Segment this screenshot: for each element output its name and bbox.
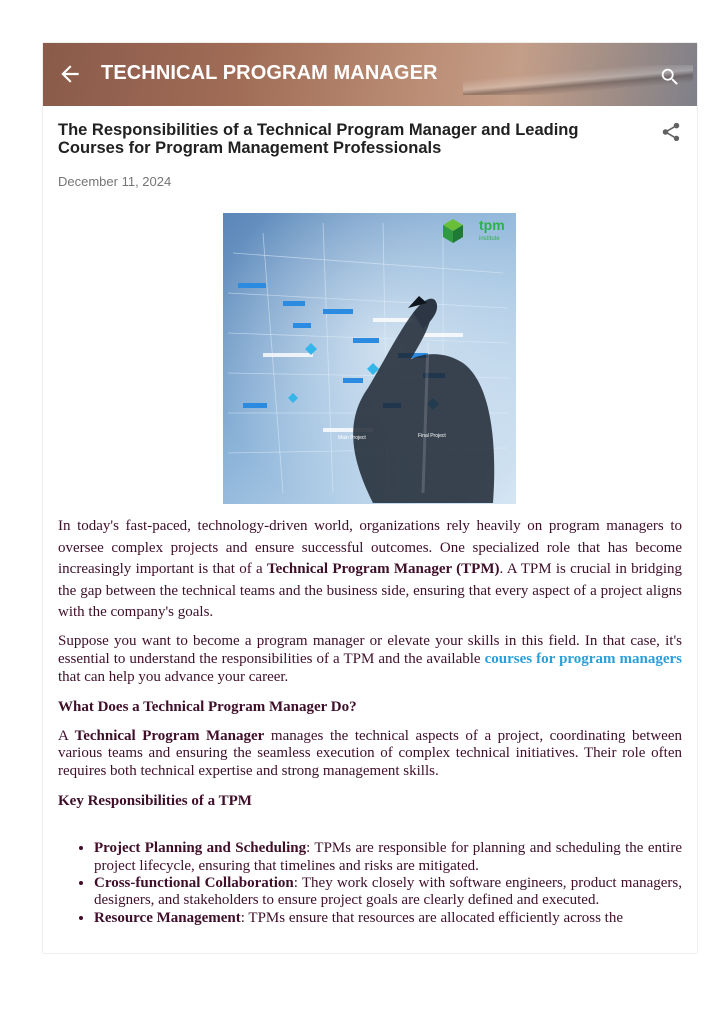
section-heading-what: What Does a Technical Program Manager Do? [58,698,357,715]
list-item-desc: : TPMs ensure that resources are allocated efficiently across the [240,909,624,926]
app-header [43,43,697,106]
back-button[interactable] [57,61,83,87]
list-item-term: Project Planning and Scheduling [94,840,307,857]
intro-text-a: In today's fast-paced, technology-driven world, organizations rely heavily on program managers to oversee complex projects and ensure successful outcomes. One specialized role that has become increasingly important is that of a [58,518,682,578]
list-item [94,910,682,927]
intro-bold-tpm: Technical Program Manager (TPM) [266,561,500,578]
blog-title[interactable]: TECHNICAL PROGRAM MANAGER [101,62,438,84]
list-item-desc: : TPMs are responsible for planning and scheduling the entire project lifecycle, ensuring that timelines and risks are mitigated. [94,840,682,874]
search-icon [659,66,681,88]
list-item-term: Cross-functional Collaboration [94,875,294,892]
role-text-a: A [58,727,75,744]
list-item-desc: : They work closely with software engineers, product managers, designers, and stakeholders to ensure project goals are clearly defined and executed. [94,875,683,909]
share-button[interactable] [660,121,682,143]
role-text-c: manages the technical aspects of a project, coordinating between various teams and ensuring the seamless execution of complex technical initiatives. Their role often requires both technical expertise and strong management skills. [58,727,682,779]
logo-text: tpm [479,217,505,233]
courses-link[interactable]: courses for program managers [484,650,682,667]
chart-label-main: Main Project [338,435,366,441]
share-icon [660,121,682,143]
search-button[interactable] [659,66,683,90]
post-title: The Responsibilities of a Technical Program Manager and Leading Courses for Program Management Professionals [58,121,579,157]
tpm-hero-illustration [223,213,516,504]
chart-label-final: Final Project [418,433,446,439]
list-item [94,875,682,910]
post-date: December 11, 2024 [58,174,172,189]
logo-subtext: institute [479,236,500,242]
list-item-term: Resource Management [94,909,241,926]
arrow-back-icon [57,61,83,87]
intro-text-c: . A TPM is crucial in bridging the gap between the technical teams and the business side, ensuring that every aspect of a project aligns with the company's goals. [58,561,682,621]
role-bold-tpm: Technical Program Manager [74,727,265,744]
hero-image[interactable] [223,213,516,504]
courses-text-c: that can help you advance your career. [58,668,289,685]
responsibilities-list [58,840,682,926]
post-body [58,516,682,927]
list-item [94,840,682,875]
section-heading-key: Key Responsibilities of a TPM [58,793,252,810]
intro-paragraph [58,516,682,624]
role-paragraph [58,728,682,781]
courses-text-a: Suppose you want to become a program manager or elevate your skills in this field. In that case, it's essential to understand the responsibilities of a TPM and the available [58,632,682,667]
courses-paragraph [58,632,682,686]
